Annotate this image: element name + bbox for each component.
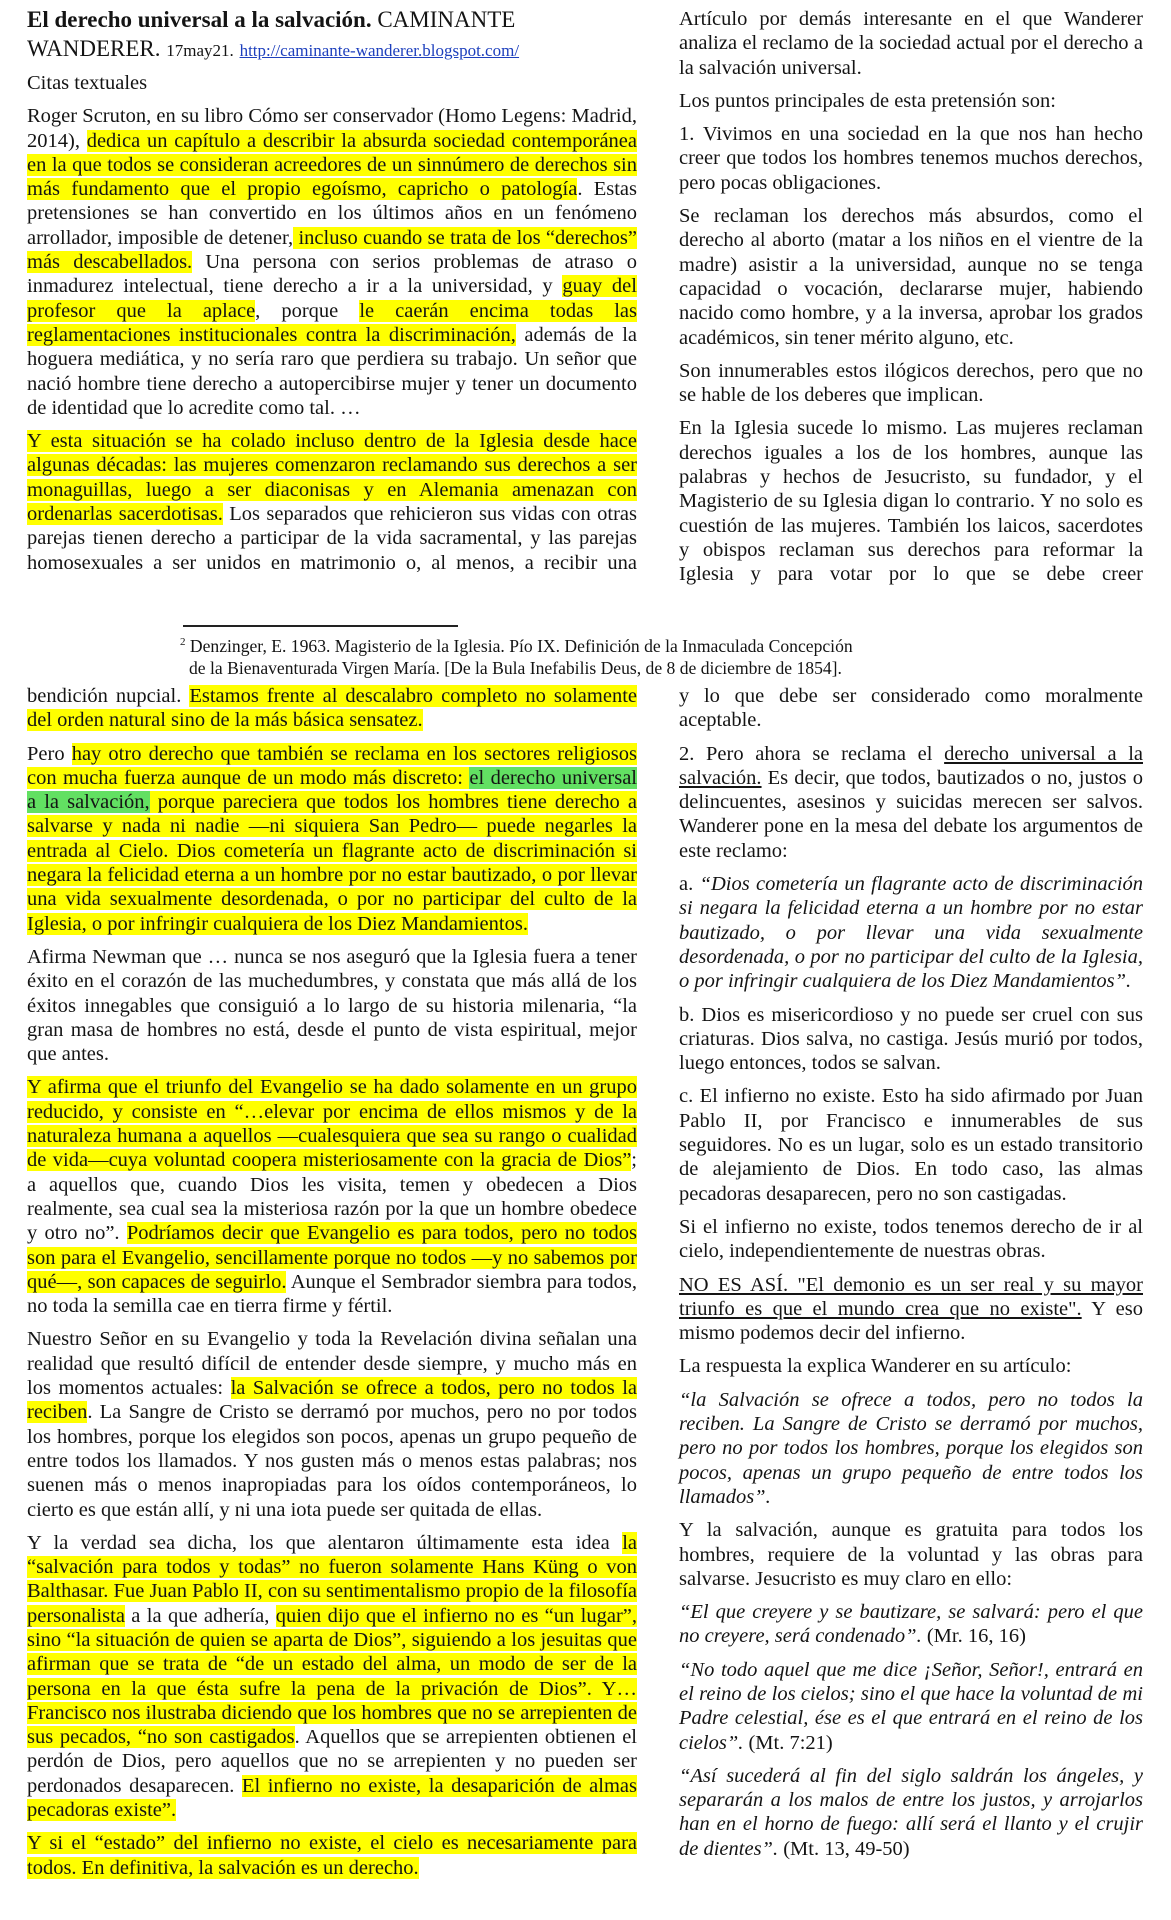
highlighted-text: quien dijo que el infierno no es “un lugar”, sino “la situación de quien se aparta de Dios”, siguiendo a los jesuitas que afirman que se trata de “de un estado del alma, un modo de ser de la persona en la que ésta sufre la pena de la privación de Dios”. Y… Francisco nos ilustraba diciendo que los hombres que no se arrepienten de sus pecados, “no son castigados	[27, 1604, 638, 1749]
highlighted-text: incluso cuando se trata de los “derechos” más descabellados.	[27, 226, 637, 274]
underlined-text: NO ES ASÍ. "El demonio es un ser real y su mayor triunfo es que el mundo crea que no existe".	[679, 1273, 1143, 1320]
text-segment: Y la verdad sea dicha, los que alentaron últimamente esta idea	[27, 1531, 623, 1554]
highlighted-text: Estamos frente al descalabro completo no solamente del orden natural sino de la más básica sensatez.	[27, 685, 637, 732]
highlighted-text: hay otro derecho que también se reclama en los sectores religiosos con mucha fuerza aunque de un modo más discreto:	[27, 742, 637, 789]
footnote-separator	[183, 625, 458, 627]
conclusion-paragraph	[27, 1831, 637, 1880]
text-segment: bendición nupcial.	[27, 685, 190, 707]
text-segment: Aunque el Sembrador siembra para todos, no toda la semilla cae en tierra firme y fértil.	[27, 1270, 637, 1318]
text-segment: Nuestro Señor en su Evangelio y toda la Revelación divina señalan una realidad que resultó difícil de entender desde siempre, y mucho más en los momentos actuales:	[27, 1328, 637, 1400]
argument-a-paragraph	[679, 872, 1143, 993]
article-header	[27, 5, 607, 65]
highlighted-text: le caerán encima todas las reglamentaciones institucionales contra la discriminación,	[27, 299, 637, 346]
salvation-works-paragraph: Y la salvación, aunque es gratuita para todos los hombres, requiere de la voluntad y las obras para salvarse. Jesucristo es muy claro en ello:	[679, 1519, 1143, 1590]
footnote-marker: 2	[180, 636, 186, 649]
gospel-triumph-paragraph	[27, 1075, 637, 1318]
list-marker: a.	[679, 873, 700, 896]
wanderer-quote: “la Salvación se ofrece a todos, pero no todos la reciben. La Sangre de Cristo se derramó por muchos, pero no por todos los hombres, porque los elegidos son pocos, apenas un grupo pequeño de entre todos los llamados”.	[679, 1388, 1143, 1508]
text-segment: ; a aquellos que, cuando Dios les visita, temen y obedecen a Dios realmente, sea cual sea la misteriosa razón por la que un hombre obedece y otro no”.	[27, 1149, 637, 1245]
highlighted-text: porque pareciera que todos los hombres tiene derecho a salvarse y nada ni nadie —ni siquiera San Pedro— puede negarles la entrada al Cielo. Dios cometería un flagrante acto de discriminación si negara la felicidad eterna a un hombre por no estar bautizado, o por llevar una vida sexualmente desordenada, o por no participar del culto de la Iglesia, o por infringir cualquiera de los Diez Mandamientos.	[27, 791, 638, 935]
section-label: Citas textuales	[27, 72, 148, 94]
green-highlighted-text: el derecho universal a la salvación,	[27, 766, 638, 814]
scruton-paragraph	[27, 104, 637, 420]
text-segment: Los separados que rehicieron sus vidas con otras parejas tienen derecho a participar de la vida sacramental, y las parejas homosexuales a ser unidos en matrimonio o, al menos, a recibir una	[27, 503, 637, 574]
highlighted-text: Y afirma que el triunfo del Evangelio se ha dado solamente en un grupo reducido, y consiste en “…elevar por encima de ellos mismos y de la naturaleza humana a aquellos —cualesquiera que sea su rango o cualidad de vida—cuya voluntad coopera misteriosamente con la gracia de Dios”	[27, 1076, 637, 1172]
church-paragraph: En la Iglesia sucede lo mismo. Las mujeres reclaman derechos iguales a los de los hombres, aunque las palabras y hechos de Jesucristo, su fundador, y el Magisterio de su Iglesia digan lo contrario. Y no solo es cuestión de las mujeres. También los laicos, sacerdotes y obispos reclaman sus derechos para reformar la Iglesia y para votar por lo que se debe creer	[679, 417, 1143, 586]
scripture-quote-matthew-7	[679, 1658, 1143, 1755]
salvation-for-all-paragraph	[27, 1531, 637, 1823]
newman-paragraph: Afirma Newman que … nunca se nos aseguró que la Iglesia fuera a tener éxito en el corazón de las muchedumbres, y constata que más allá de los éxitos innegables que consiguió a lo largo de su historia milenaria, “la gran masa de hombres no está, desde el punto de vista espiritual, mejor que antes.	[27, 945, 637, 1066]
text-segment: Pero	[27, 742, 72, 765]
footnote	[180, 635, 853, 679]
source-url-link[interactable]: http://caminante-wanderer.blogspot.com/	[239, 41, 520, 60]
citation-reference: (Mt. 13, 49-50)	[778, 1837, 910, 1860]
right-column-bottom	[679, 684, 1143, 1870]
nuptial-blessing-paragraph	[27, 684, 637, 733]
highlighted-text: la Salvación se ofrece a todos, pero no todos la reciben	[27, 1377, 637, 1424]
church-situation-paragraph	[27, 429, 637, 575]
highlighted-text: Y esta situación se ha colado incluso dentro de la Iglesia desde hace algunas décadas: las mujeres comenzaron reclamando sus derechos a ser monaguillas, luego a ser diaconisas y en Alemania amenazan con ordenarlas sacerdotisas.	[27, 430, 637, 526]
intro-paragraph: Artículo por demás interesante en el que Wanderer analiza el reclamo de la sociedad actual por el derecho a la salvación universal.	[679, 8, 1143, 79]
text-segment: Y eso mismo podemos decir del infierno.	[679, 1297, 1143, 1345]
underlined-text: derecho universal a la salvación.	[679, 742, 1143, 789]
answer-intro-paragraph: La respuesta la explica Wanderer en su artículo:	[679, 1355, 1072, 1378]
text-segment: . La Sangre de Cristo se derramó por muchos, pero no por todos los hombres, porque los elegidos son pocos, apenas un grupo pequeño de entre todos los llamados. Y nos gusten más o menos estas palabras; nos suenen más o menos inapropiadas para los oídos contemporáneos, lo cierto es que están allí, y ni una iota puede ser quitada de ellas.	[27, 1401, 637, 1521]
text-segment: 2. Pero ahora se reclama el	[679, 742, 945, 765]
hell-paragraph: Si el infierno no existe, todos tenemos derecho de ir al cielo, independientemente de nuestras obras.	[679, 1215, 1143, 1263]
rebuttal-paragraph	[679, 1273, 1143, 1346]
right-column-top	[679, 7, 1143, 596]
point-2-paragraph	[679, 742, 1143, 863]
highlighted-text: dedica un capítulo a describir la absurda sociedad contemporánea en la que todos se consideran acreedores de un sinnúmero de derechos sin más fundamento que el propio egoísmo, capricho o patología	[27, 129, 637, 201]
duties-paragraph: Son innumerables estos ilógicos derechos, pero que no se hable de los deberes que implican.	[679, 359, 1143, 407]
citation-reference: (Mr. 16, 16)	[921, 1625, 1026, 1648]
point-1-paragraph: 1. Vivimos en una sociedad en la que nos han hecho creer que todos los hombres tenemos muchos derechos, pero pocas obligaciones.	[679, 123, 1143, 194]
main-points-paragraph: Los puntos principales de esta pretensión son:	[679, 89, 1056, 112]
publication-date: 17may21.	[166, 41, 234, 60]
scripture-quote-matthew-13	[679, 1764, 1143, 1861]
left-column-top	[27, 71, 637, 584]
citation-reference: (Mt. 7:21)	[743, 1731, 833, 1754]
universal-salvation-paragraph	[27, 742, 637, 936]
highlighted-text: El infierno no existe, la desaparición de almas pecadoras existe”.	[27, 1774, 637, 1822]
revelation-paragraph	[27, 1327, 637, 1521]
footnote-line-2: de la Bienaventurada Virgen María. [De la Bula Inefabilis Deus, de 8 de diciembre de 1854].	[189, 658, 842, 678]
text-segment: Una persona con serios problemas de atraso o inmadurez intelectual, tiene derecho a ir a la universidad, y	[27, 251, 637, 298]
text-segment: Es decir, que todos, bautizados o no, justos o delincuentes, asesinos y suicidas merecen ser salvos. Wanderer pone en la mesa del debate los argumentos de este reclamo:	[679, 766, 1143, 862]
left-column-bottom	[27, 684, 637, 1889]
italic-quote: “Dios cometería un flagrante acto de discriminación si negara la felicidad eterna a un hombre por no estar bautizado, o por llevar una vida sexualmente desordenada, o por no participar del culto de la Iglesia, o por infringir cualquiera de los Diez Mandamientos”.	[679, 873, 1143, 993]
absurd-rights-paragraph: Se reclaman los derechos más absurdos, como el derecho al aborto (matar a los niños en el vientre de la madre) asistir a la universidad, aunque no se tenga capacidad o vocación, declararse mujer, habiendo nacido como hombre, y a la inversa, aprobar los grados académicos, sin tener mérito alguno, etc.	[679, 205, 1143, 349]
article-title: El derecho universal a la salvación.	[27, 7, 372, 32]
text-segment: además de la hoguera mediática, y no sería raro que perdiera su trabajo. Un señor que nació hombre tiene derecho a autopercibirse mujer y tener un documento de identidad que lo acredite como tal. …	[27, 323, 637, 419]
argument-b-paragraph: b. Dios es misericordioso y no puede ser cruel con sus criaturas. Dios salva, no castiga. Jesús murió por todos, luego entonces, todos se salvan.	[679, 1003, 1143, 1075]
highlighted-text: Y si el “estado” del infierno no existe, el cielo es necesariamente para todos. En definitiva, la salvación es un derecho.	[27, 1832, 637, 1879]
italic-quote: “No todo aquel que me dice ¡Señor, Señor!, entrará en el reino de los cielos; sino el que hace la voluntad de mi Padre celestial, ése es el que entrará en el reino de los cielos”.	[679, 1658, 1143, 1754]
text-segment: a la que adhería,	[124, 1604, 276, 1627]
highlighted-text: la “salvación para todos y todas” no fueron solamente Hans Küng o von Balthasar. Fue Juan Pablo II, con su sentimentalismo propio de la filosofía personalista	[27, 1531, 637, 1627]
source-name: CAMINANTE WANDERER.	[27, 7, 516, 61]
text-segment: , porque	[255, 299, 360, 322]
italic-quote: “Así sucederá al fin del siglo saldrán los ángeles, y separarán a los malos de entre los justos, y arrojarlos han en el horno de fuego: allí será el llanto y el crujir de dientes”.	[679, 1764, 1143, 1860]
text-segment: Roger Scruton, en su libro Cómo ser conservador (Homo Legens: Madrid, 2014),	[27, 105, 637, 152]
continuation-paragraph: y lo que debe ser considerado como moralmente aceptable.	[679, 685, 1143, 732]
argument-c-paragraph: c. El infierno no existe. Esto ha sido afirmado por Juan Pablo II, por Francisco e innumerables de sus seguidores. No es un lugar, solo es un estado transitorio de alejamiento de Dios. En todo caso, las almas pecadoras desaparecen, pero no son castigadas.	[679, 1085, 1143, 1205]
highlighted-text: Podríamos decir que Evangelio es para todos, pero no todos son para el Evangelio, sencillamente porque no todos —y no sabemos por qué—, son capaces de seguirlo.	[27, 1222, 637, 1293]
highlighted-text: guay del profesor que la aplace	[27, 275, 637, 322]
footnote-line-1: Denzinger, E. 1963. Magisterio de la Iglesia. Pío IX. Definición de la Inmaculada Concepción	[185, 636, 853, 656]
scripture-quote-mark	[679, 1600, 1143, 1649]
text-segment: . Aquellos que se arrepienten obtienen el perdón de Dios, pero aquellos que no se arrepienten y no pueden ser perdonados desaparecen.	[27, 1726, 638, 1797]
italic-quote: “El que creyere y se bautizare, se salvará: pero el que no creyere, será condenado”.	[679, 1601, 1143, 1648]
text-segment: . Estas pretensiones se han convertido en los últimos años en un fenómeno arrollador, imposible de detener,	[27, 178, 637, 249]
